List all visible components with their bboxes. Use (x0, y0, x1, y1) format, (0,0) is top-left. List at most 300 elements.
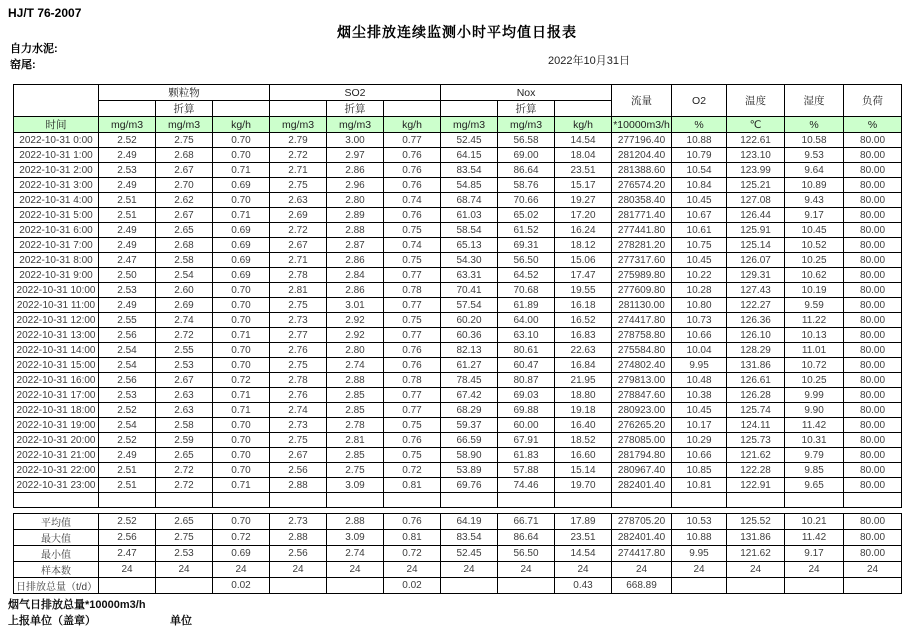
value-cell: 2.68 (156, 148, 213, 163)
empty-cell (213, 493, 270, 508)
table-row (14, 223, 902, 238)
value-cell: 69.03 (498, 388, 555, 403)
summary-value-cell: 23.51 (555, 530, 612, 546)
value-cell: 80.87 (498, 373, 555, 388)
summary-value-cell: 2.88 (270, 530, 327, 546)
time-cell: 2022-10-31 11:00 (14, 298, 99, 313)
value-cell: 10.25 (785, 253, 844, 268)
time-cell: 2022-10-31 1:00 (14, 148, 99, 163)
value-cell: 63.10 (498, 328, 555, 343)
value-cell: 21.95 (555, 373, 612, 388)
value-cell: 2.75 (270, 433, 327, 448)
value-cell: 10.66 (672, 448, 727, 463)
time-cell: 2022-10-31 18:00 (14, 403, 99, 418)
summary-value-cell: 10.53 (672, 514, 727, 530)
summary-value-cell: 24 (612, 562, 672, 578)
value-cell: 2.52 (99, 433, 156, 448)
value-cell: 74.46 (498, 478, 555, 493)
summary-value-cell: 2.52 (99, 514, 156, 530)
table-row (14, 328, 902, 343)
value-cell: 15.14 (555, 463, 612, 478)
blank-cell (441, 101, 498, 117)
value-cell: 0.71 (213, 478, 270, 493)
summary-value-cell: 64.19 (441, 514, 498, 530)
value-cell: 2.75 (270, 178, 327, 193)
value-cell: 69.31 (498, 238, 555, 253)
value-cell: 0.70 (213, 343, 270, 358)
value-cell: 0.72 (213, 373, 270, 388)
time-cell: 2022-10-31 0:00 (14, 133, 99, 148)
value-cell: 123.99 (727, 163, 785, 178)
empty-cell (498, 493, 555, 508)
value-cell: 18.04 (555, 148, 612, 163)
value-cell: 9.90 (785, 403, 844, 418)
value-cell: 10.38 (672, 388, 727, 403)
empty-cell (327, 493, 384, 508)
summary-value-cell: 24 (213, 562, 270, 578)
time-cell: 2022-10-31 19:00 (14, 418, 99, 433)
unit-cell: mg/m3 (99, 117, 156, 133)
summary-value-cell (785, 578, 844, 594)
value-cell: 2.55 (156, 343, 213, 358)
value-cell: 278847.60 (612, 388, 672, 403)
value-cell: 0.77 (384, 298, 441, 313)
unit-cell: mg/m3 (156, 117, 213, 133)
value-cell: 2.49 (99, 148, 156, 163)
value-cell: 0.71 (213, 403, 270, 418)
value-cell: 14.54 (555, 133, 612, 148)
value-cell: 60.47 (498, 358, 555, 373)
unit-cell: mg/m3 (270, 117, 327, 133)
value-cell: 278085.00 (612, 433, 672, 448)
value-cell: 17.47 (555, 268, 612, 283)
value-cell: 10.67 (672, 208, 727, 223)
summary-row (14, 530, 902, 546)
value-cell: 10.79 (672, 148, 727, 163)
value-cell: 2.75 (270, 298, 327, 313)
summary-value-cell: 24 (844, 562, 902, 578)
value-cell: 125.14 (727, 238, 785, 253)
value-cell: 2.51 (99, 463, 156, 478)
value-cell: 2.53 (99, 163, 156, 178)
value-cell: 54.30 (441, 253, 498, 268)
value-cell: 10.62 (785, 268, 844, 283)
summary-value-cell: 24 (672, 562, 727, 578)
value-cell: 0.76 (384, 343, 441, 358)
page-title: 烟尘排放连续监测小时平均值日报表 (337, 24, 577, 40)
unit-cell: kg/h (555, 117, 612, 133)
value-cell: 57.54 (441, 298, 498, 313)
summary-value-cell: 2.47 (99, 546, 156, 562)
value-cell: 2.63 (270, 193, 327, 208)
value-cell: 276265.20 (612, 418, 672, 433)
summary-value-cell: 24 (384, 562, 441, 578)
value-cell: 2.89 (327, 208, 384, 223)
value-cell: 58.90 (441, 448, 498, 463)
summary-value-cell: 0.43 (555, 578, 612, 594)
summary-value-cell (156, 578, 213, 594)
value-cell: 126.36 (727, 313, 785, 328)
value-cell: 0.75 (384, 313, 441, 328)
value-cell: 60.00 (498, 418, 555, 433)
value-cell: 57.88 (498, 463, 555, 478)
summary-value-cell: 24 (498, 562, 555, 578)
value-cell: 2.58 (156, 253, 213, 268)
summary-value-cell (441, 578, 498, 594)
table-row (14, 208, 902, 223)
summary-value-cell: 0.70 (213, 514, 270, 530)
value-cell: 64.15 (441, 148, 498, 163)
value-cell: 0.75 (384, 253, 441, 268)
col-header-load: 负荷 (844, 85, 902, 117)
value-cell: 2.74 (270, 403, 327, 418)
value-cell: 128.29 (727, 343, 785, 358)
summary-value-cell: 2.53 (156, 546, 213, 562)
value-cell: 0.71 (213, 328, 270, 343)
value-cell: 80.00 (844, 328, 902, 343)
summary-row (14, 546, 902, 562)
blank-cell (270, 101, 327, 117)
conv-header-so2: 折算 (327, 101, 384, 117)
value-cell: 2.67 (156, 208, 213, 223)
value-cell: 10.29 (672, 433, 727, 448)
value-cell: 10.13 (785, 328, 844, 343)
value-cell: 11.01 (785, 343, 844, 358)
value-cell: 0.71 (213, 388, 270, 403)
value-cell: 0.70 (213, 313, 270, 328)
value-cell: 2.74 (156, 313, 213, 328)
value-cell: 9.59 (785, 298, 844, 313)
value-cell: 2.54 (99, 418, 156, 433)
value-cell: 0.69 (213, 253, 270, 268)
value-cell: 0.70 (213, 358, 270, 373)
value-cell: 18.52 (555, 433, 612, 448)
value-cell: 10.31 (785, 433, 844, 448)
value-cell: 281130.00 (612, 298, 672, 313)
value-cell: 9.17 (785, 208, 844, 223)
value-cell: 131.86 (727, 358, 785, 373)
value-cell: 78.45 (441, 373, 498, 388)
value-cell: 276574.20 (612, 178, 672, 193)
value-cell: 2.74 (327, 358, 384, 373)
value-cell: 2.53 (99, 388, 156, 403)
value-cell: 129.31 (727, 268, 785, 283)
value-cell: 281388.60 (612, 163, 672, 178)
value-cell: 61.89 (498, 298, 555, 313)
value-cell: 2.88 (270, 478, 327, 493)
value-cell: 2.80 (327, 343, 384, 358)
conv-header-nox: 折算 (498, 101, 555, 117)
value-cell: 83.54 (441, 163, 498, 178)
unit-cell: mg/m3 (498, 117, 555, 133)
value-cell: 125.21 (727, 178, 785, 193)
summary-label: 最小值 (14, 546, 99, 562)
value-cell: 275989.80 (612, 268, 672, 283)
value-cell: 0.72 (384, 463, 441, 478)
empty-cell (555, 493, 612, 508)
value-cell: 0.74 (384, 238, 441, 253)
value-cell: 9.53 (785, 148, 844, 163)
empty-cell (384, 493, 441, 508)
value-cell: 2.54 (99, 343, 156, 358)
value-cell: 70.66 (498, 193, 555, 208)
value-cell: 0.70 (213, 433, 270, 448)
summary-value-cell (672, 578, 727, 594)
value-cell: 274802.40 (612, 358, 672, 373)
value-cell: 69.88 (498, 403, 555, 418)
value-cell: 10.81 (672, 478, 727, 493)
value-cell: 2.72 (156, 463, 213, 478)
value-cell: 16.24 (555, 223, 612, 238)
time-cell: 2022-10-31 13:00 (14, 328, 99, 343)
summary-value-cell: 274417.80 (612, 546, 672, 562)
value-cell: 2.87 (327, 238, 384, 253)
time-cell: 2022-10-31 17:00 (14, 388, 99, 403)
value-cell: 2.96 (327, 178, 384, 193)
value-cell: 2.92 (327, 313, 384, 328)
time-cell: 2022-10-31 22:00 (14, 463, 99, 478)
value-cell: 64.52 (498, 268, 555, 283)
table-row (14, 133, 902, 148)
value-cell: 277609.80 (612, 283, 672, 298)
value-cell: 10.28 (672, 283, 727, 298)
reporting-unit-label: 上报单位（盖章） (8, 615, 96, 627)
time-cell: 2022-10-31 10:00 (14, 283, 99, 298)
summary-label: 样本数 (14, 562, 99, 578)
value-cell: 122.28 (727, 463, 785, 478)
value-cell: 2.53 (99, 283, 156, 298)
value-cell: 2.78 (270, 268, 327, 283)
value-cell: 80.00 (844, 148, 902, 163)
time-cell: 2022-10-31 3:00 (14, 178, 99, 193)
value-cell: 0.77 (384, 388, 441, 403)
daily-flue-gas-total: 烟气日排放总量*10000m3/h (8, 599, 146, 611)
value-cell: 2.72 (270, 148, 327, 163)
value-cell: 2.69 (156, 298, 213, 313)
value-cell: 2.49 (99, 298, 156, 313)
table-row (14, 448, 902, 463)
value-cell: 2.72 (156, 478, 213, 493)
value-cell: 2.79 (270, 133, 327, 148)
value-cell: 16.52 (555, 313, 612, 328)
value-cell: 19.55 (555, 283, 612, 298)
blank-cell (213, 101, 270, 117)
value-cell: 126.28 (727, 388, 785, 403)
value-cell: 2.84 (327, 268, 384, 283)
value-cell: 10.84 (672, 178, 727, 193)
summary-value-cell: 24 (555, 562, 612, 578)
hour-rows (14, 133, 902, 508)
value-cell: 0.77 (384, 268, 441, 283)
value-cell: 2.67 (156, 163, 213, 178)
value-cell: 18.12 (555, 238, 612, 253)
value-cell: 80.00 (844, 268, 902, 283)
value-cell: 2.49 (99, 238, 156, 253)
value-cell: 11.42 (785, 418, 844, 433)
value-cell: 282401.40 (612, 478, 672, 493)
summary-value-cell: 56.50 (498, 546, 555, 562)
blank-cell (384, 101, 441, 117)
value-cell: 16.18 (555, 298, 612, 313)
value-cell: 60.20 (441, 313, 498, 328)
unit-cell: mg/m3 (441, 117, 498, 133)
summary-value-cell: 0.02 (213, 578, 270, 594)
unit-cell: kg/h (213, 117, 270, 133)
value-cell: 2.59 (156, 433, 213, 448)
summary-value-cell: 0.02 (384, 578, 441, 594)
value-cell: 59.37 (441, 418, 498, 433)
summary-value-cell: 14.54 (555, 546, 612, 562)
summary-value-cell: 24 (327, 562, 384, 578)
value-cell: 2.86 (327, 163, 384, 178)
summary-value-cell: 17.89 (555, 514, 612, 530)
summary-value-cell: 3.09 (327, 530, 384, 546)
group-header-pm: 颗粒物 (99, 85, 270, 101)
summary-value-cell: 125.52 (727, 514, 785, 530)
value-cell: 2.81 (327, 433, 384, 448)
value-cell: 58.76 (498, 178, 555, 193)
unit-cell: mg/m3 (327, 117, 384, 133)
value-cell: 56.50 (498, 253, 555, 268)
blank-cell (555, 101, 612, 117)
value-cell: 2.77 (270, 328, 327, 343)
value-cell: 0.77 (384, 403, 441, 418)
value-cell: 10.75 (672, 238, 727, 253)
value-cell: 80.00 (844, 223, 902, 238)
value-cell: 10.58 (785, 133, 844, 148)
value-cell: 80.00 (844, 208, 902, 223)
summary-value-cell (727, 578, 785, 594)
summary-value-cell: 11.42 (785, 530, 844, 546)
summary-value-cell: 24 (727, 562, 785, 578)
value-cell: 0.70 (213, 148, 270, 163)
summary-value-cell: 2.56 (99, 530, 156, 546)
summary-value-cell: 10.88 (672, 530, 727, 546)
value-cell: 80.61 (498, 343, 555, 358)
value-cell: 10.52 (785, 238, 844, 253)
summary-value-cell (99, 578, 156, 594)
summary-value-cell: 86.64 (498, 530, 555, 546)
value-cell: 2.85 (327, 448, 384, 463)
col-header-flow: 流量 (612, 85, 672, 117)
value-cell: 80.00 (844, 163, 902, 178)
time-cell: 2022-10-31 2:00 (14, 163, 99, 178)
value-cell: 122.61 (727, 133, 785, 148)
value-cell: 0.76 (384, 163, 441, 178)
value-cell: 9.99 (785, 388, 844, 403)
value-cell: 2.51 (99, 478, 156, 493)
time-cell: 2022-10-31 23:00 (14, 478, 99, 493)
table-row (14, 433, 902, 448)
value-cell: 67.91 (498, 433, 555, 448)
value-cell: 2.72 (156, 328, 213, 343)
table-row (14, 238, 902, 253)
value-cell: 2.54 (99, 358, 156, 373)
value-cell: 127.43 (727, 283, 785, 298)
value-cell: 2.73 (270, 418, 327, 433)
value-cell: 0.76 (384, 358, 441, 373)
unit-label: 单位 (170, 615, 192, 627)
value-cell: 80.00 (844, 253, 902, 268)
value-cell: 56.58 (498, 133, 555, 148)
value-cell: 10.45 (672, 253, 727, 268)
value-cell: 0.78 (384, 283, 441, 298)
standard-number: HJ/T 76-2007 (8, 6, 82, 20)
value-cell: 125.73 (727, 433, 785, 448)
unit-cell: % (844, 117, 902, 133)
empty-cell (99, 493, 156, 508)
empty-cell (14, 493, 99, 508)
value-cell: 23.51 (555, 163, 612, 178)
value-cell: 61.03 (441, 208, 498, 223)
value-cell: 9.85 (785, 463, 844, 478)
value-cell: 2.67 (156, 373, 213, 388)
value-cell: 9.65 (785, 478, 844, 493)
value-cell: 10.25 (785, 373, 844, 388)
unit-cell: % (672, 117, 727, 133)
value-cell: 10.45 (672, 193, 727, 208)
empty-cell (844, 493, 902, 508)
value-cell: 2.75 (156, 133, 213, 148)
value-cell: 52.45 (441, 133, 498, 148)
value-cell: 2.80 (327, 193, 384, 208)
value-cell: 2.50 (99, 268, 156, 283)
value-cell: 126.07 (727, 253, 785, 268)
report-date: 2022年10月31日 (548, 55, 630, 67)
value-cell: 2.51 (99, 208, 156, 223)
unit-cell: *10000m3/h (613, 118, 670, 131)
value-cell: 11.22 (785, 313, 844, 328)
value-cell: 2.70 (156, 178, 213, 193)
value-cell: 3.09 (327, 478, 384, 493)
value-cell: 64.00 (498, 313, 555, 328)
summary-value-cell: 80.00 (844, 514, 902, 530)
value-cell: 0.69 (213, 223, 270, 238)
time-cell: 2022-10-31 12:00 (14, 313, 99, 328)
value-cell: 278758.80 (612, 328, 672, 343)
value-cell: 280358.40 (612, 193, 672, 208)
table-header (14, 85, 902, 133)
value-cell: 80.00 (844, 463, 902, 478)
value-cell: 10.66 (672, 328, 727, 343)
value-cell: 0.76 (384, 208, 441, 223)
summary-value-cell: 121.62 (727, 546, 785, 562)
col-header-humidity: 湿度 (785, 85, 844, 117)
value-cell: 10.85 (672, 463, 727, 478)
value-cell: 16.84 (555, 358, 612, 373)
value-cell: 0.69 (213, 268, 270, 283)
value-cell: 277317.60 (612, 253, 672, 268)
value-cell: 2.88 (327, 373, 384, 388)
value-cell: 9.95 (672, 358, 727, 373)
value-cell: 2.92 (327, 328, 384, 343)
value-cell: 2.49 (99, 178, 156, 193)
value-cell: 277441.80 (612, 223, 672, 238)
table-row (14, 193, 902, 208)
empty-cell (612, 493, 672, 508)
value-cell: 80.00 (844, 343, 902, 358)
conv-header-pm: 折算 (156, 101, 213, 117)
value-cell: 22.63 (555, 343, 612, 358)
value-cell: 18.80 (555, 388, 612, 403)
value-cell: 80.00 (844, 478, 902, 493)
value-cell: 10.17 (672, 418, 727, 433)
value-cell: 10.45 (672, 403, 727, 418)
value-cell: 2.71 (270, 253, 327, 268)
value-cell: 2.56 (99, 328, 156, 343)
value-cell: 2.52 (99, 133, 156, 148)
time-cell: 2022-10-31 16:00 (14, 373, 99, 388)
